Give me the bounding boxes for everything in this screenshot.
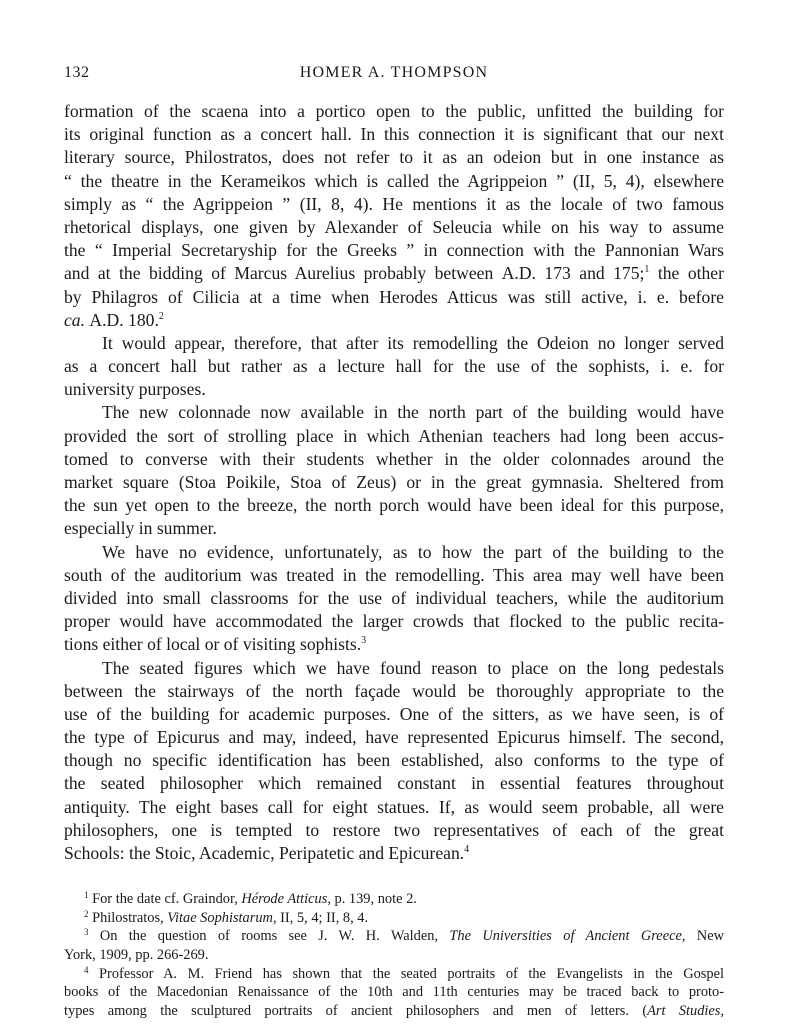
year: 180.: [128, 309, 159, 330]
body-line: south of the auditorium was treated in the remodelling. This area may well have been: [64, 564, 724, 585]
footnotes: [64, 890, 724, 1020]
body-line: especially in summer.: [64, 518, 217, 539]
body-line: literary source, Philostratos, does not refer to it as an odeion but in one instance as: [64, 147, 724, 168]
footnote-1: $^1$ For the date cf. Graindor, Hérode Atticus, p. 139, note 2.: [84, 890, 417, 908]
body-line: proper would have accommodated the larger crowds that flocked to the public recita-: [64, 611, 724, 632]
body-line: the seated philosopher which remained constant in essential features throughout: [64, 773, 724, 794]
footnote-number: 1: [84, 890, 89, 901]
era-mark: A.D.: [89, 309, 124, 330]
running-head: [64, 62, 724, 88]
body-line: by Philagros of Cilicia at a time when Herodes Atticus was still active, i. e. before: [64, 286, 724, 307]
cited-title: Art Studies,: [647, 1002, 724, 1019]
footnote-ref-1: 1: [644, 264, 650, 276]
body-line: It would appear, therefore, that after its remodelling the Odeion no longer served: [102, 332, 724, 353]
body-line: divided into small classrooms for the use of individual teachers, while the auditorium: [64, 587, 724, 608]
body-line: The seated figures which we have found reason to place on the long pedestals: [102, 657, 724, 678]
cited-title: The Universities of Ancient Greece,: [449, 928, 686, 945]
body-line: market square (Stoa Poikile, Stoa of Zeus) or in the great gymnasia. Sheltered from: [64, 472, 724, 492]
footnote-4-continued: books of the Macedonian Renaissance of the 10th and 11th centuries may be traced back to proto-: [64, 984, 724, 1001]
body-line: the “ Imperial Secretaryship for the Greeks ” in connection with the Pannonian Wars: [64, 240, 724, 261]
body-text: [64, 100, 724, 865]
year-range: 173 and 175;: [544, 263, 645, 284]
body-line: philosophers, one is tempted to restore two representatives of each of the great: [64, 819, 724, 840]
page: [64, 62, 724, 1020]
circa-abbrev: ca.: [64, 309, 86, 330]
footnote-ref-4: 4: [464, 844, 470, 855]
line-text: and at the bidding of Marcus Aurelius probably between: [64, 263, 494, 284]
body-line: the sun yet open to the breeze, the north porch would have been ideal for this purpose,: [64, 495, 724, 516]
body-line-with-note: [64, 842, 724, 865]
body-line: simply as “ the Agrippeion ” (II, 8, 4). He mentions it as the locale of two famous: [64, 193, 724, 214]
body-line-with-date: [64, 309, 724, 332]
footnote-3-continued: York, 1909, pp. 266-269.: [64, 946, 209, 963]
body-line: university purposes.: [64, 379, 206, 400]
footnote-2: $^2$ Philostratos, Vitae Sophistarum, II, 5, 4; II, 8, 4.: [84, 908, 369, 926]
body-line: antiquity. The eight bases call for eight statues. If, as would seem probable, all were: [64, 796, 724, 817]
body-line: provided the sort of strolling place in which Athenian teachers had long been accus-: [64, 425, 724, 446]
body-line: use of the building for academic purposes. One of the sitters, as we have seen, is of: [64, 703, 724, 724]
line-text: Schools: the Stoic, Academic, Peripatetic and Epicurean.: [64, 843, 465, 863]
running-title: HOMER A. THOMPSON: [299, 64, 489, 81]
footnote-3: $^3$ On the question of rooms see J. W. H. Walden, The Universities of Ancient Greece, New: [84, 927, 724, 945]
body-line: tomed to converse with their students whether in the older colonnades around the: [64, 448, 724, 469]
body-line: as a concert hall but rather as a lecture hall for the use of the sophists, i. e. for: [64, 356, 724, 377]
body-line: the type of Epicurus and may, indeed, have represented Epicurus himself. The second,: [64, 727, 724, 748]
cited-title: Vitae Sophistarum,: [167, 909, 277, 926]
body-line: formation of the scaena into a portico open to the public, unfitted the building for: [64, 101, 724, 121]
body-line: The new colonnade now available in the north part of the building would have: [102, 402, 724, 423]
page-number: 132: [64, 64, 90, 81]
body-line: its original function as a concert hall. In this connection it is significant that our next: [64, 124, 724, 145]
body-line: though no specific identification has been established, also conforms to the type of: [64, 750, 724, 771]
body-line: We have no evidence, unfortunately, as to how the part of the building to the: [102, 541, 724, 562]
era-mark: A.D.: [501, 263, 536, 284]
footnote-ref-3: 3: [361, 635, 367, 647]
footnote-4-continued: types among the sculptured portraits of ancient philosophers and men of letters. (Art Studies,: [64, 1002, 724, 1019]
cited-title: Hérode Atticus,: [241, 891, 331, 908]
line-text: the other: [649, 263, 724, 284]
line-text: tions either of local or of visiting sophists.: [64, 634, 362, 655]
footnote-4: $^4$ Professor A. M. Friend has shown that the seated portraits of the Evangelists in the Gospel: [84, 964, 724, 982]
footnote-number: 2: [84, 908, 89, 919]
footnote-number: 3: [84, 927, 89, 938]
footnote-number: 4: [84, 964, 89, 975]
body-line-with-date: [64, 262, 724, 285]
footnote-ref-2: 2: [158, 310, 164, 322]
body-line: between the stairways of the north façade would be thoroughly appropriate to the: [64, 680, 724, 701]
body-line-with-note: [64, 633, 724, 656]
body-line: “ the theatre in the Kerameikos which is called the Agrippeion ” (II, 5, 4), elsewhere: [64, 170, 724, 191]
body-line: rhetorical displays, one given by Alexander of Seleucia while on his way to assume: [64, 216, 724, 237]
